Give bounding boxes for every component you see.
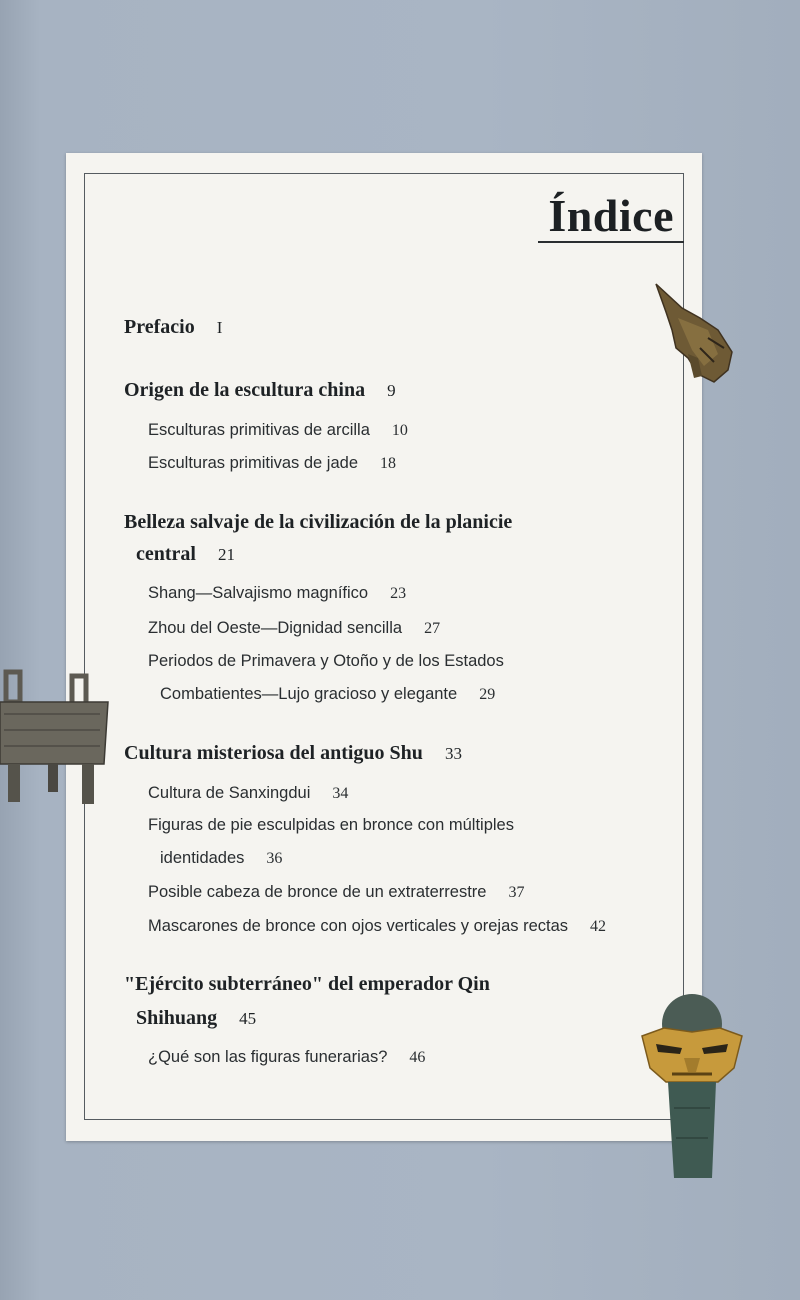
toc-entry-title: Periodos de Primavera y Otoño y de los Estados [148, 652, 504, 670]
title-underline [538, 241, 684, 243]
toc-entry-title: Combatientes—Lujo gracioso y elegante [160, 685, 458, 703]
toc-entry[interactable] [124, 379, 396, 402]
toc-entry-page: 33 [444, 744, 462, 763]
toc-entry[interactable] [124, 973, 490, 996]
toc-entry-title: Prefacio [124, 316, 195, 338]
toc-entry-page: 23 [390, 585, 407, 602]
toc-entry-page: 27 [424, 620, 441, 637]
bronze-bird-ornament-icon [648, 278, 740, 390]
toc-entry-page: 37 [508, 884, 525, 901]
toc-entry-page: I [216, 318, 223, 337]
toc-entry-page: 46 [409, 1049, 426, 1066]
toc-entry-title: Shihuang [136, 1007, 218, 1029]
toc-entry-continued[interactable] [136, 543, 235, 566]
toc-subentry[interactable] [148, 584, 406, 603]
toc-entry-page: 18 [380, 455, 397, 472]
toc-subentry-continued[interactable] [160, 849, 282, 868]
toc-subentry-continued[interactable] [160, 685, 495, 704]
toc-entry-page: 10 [391, 422, 408, 439]
toc-entry-page: 45 [239, 1009, 257, 1028]
gold-mask-bronze-head-icon [634, 988, 750, 1184]
toc-subentry[interactable] [148, 917, 606, 936]
index-panel [66, 153, 702, 1141]
toc-entry-title: Cultura de Sanxingdui [148, 784, 311, 802]
toc-entry[interactable] [124, 316, 222, 339]
toc-entry-title: central [136, 543, 196, 565]
toc-subentry[interactable] [148, 454, 396, 473]
toc-subentry[interactable] [148, 1048, 425, 1067]
toc-subentry[interactable] [148, 883, 524, 902]
toc-entry-page: 42 [590, 918, 607, 935]
toc-subentry[interactable] [148, 652, 504, 671]
toc-entry-continued[interactable] [136, 1007, 256, 1030]
toc-entry-title: identidades [160, 849, 245, 867]
bronze-ding-cauldron-icon [0, 668, 112, 808]
toc-subentry[interactable] [148, 816, 514, 835]
toc-entry-title: Esculturas primitivas de arcilla [148, 421, 370, 439]
toc-subentry[interactable] [148, 619, 440, 638]
toc-entry-title: Figuras de pie esculpidas en bronce con múltiples [148, 816, 514, 834]
toc-entry-page: 29 [479, 686, 496, 703]
toc-entry-page: 9 [387, 381, 396, 400]
toc-entry-title: Esculturas primitivas de jade [148, 454, 359, 472]
toc-entry-title: ¿Qué son las figuras funerarias? [148, 1048, 388, 1066]
page-title: Índice [548, 190, 674, 241]
toc-entry-title: Zhou del Oeste—Dignidad sencilla [148, 619, 403, 637]
toc-entry-title: Shang—Salvajismo magnífico [148, 584, 369, 602]
toc-entry-title: Cultura misteriosa del antiguo Shu [124, 742, 423, 764]
toc-subentry[interactable] [148, 421, 408, 440]
toc-entry-title: Mascarones de bronce con ojos verticales y orejas rectas [148, 917, 569, 935]
toc-entry-page: 21 [217, 545, 235, 564]
toc-entry[interactable] [124, 742, 462, 765]
toc-entry[interactable] [124, 511, 512, 534]
toc-entry-title: Posible cabeza de bronce de un extraterrestre [148, 883, 487, 901]
toc-entry-title: Belleza salvaje de la civilización de la planicie [124, 511, 513, 533]
toc-entry-title: "Ejército subterráneo" del emperador Qin [124, 973, 490, 995]
toc-entry-page: 34 [332, 785, 349, 802]
toc-entry-page: 36 [266, 850, 283, 867]
toc-subentry[interactable] [148, 784, 348, 803]
toc-entry-title: Origen de la escultura china [124, 379, 366, 401]
